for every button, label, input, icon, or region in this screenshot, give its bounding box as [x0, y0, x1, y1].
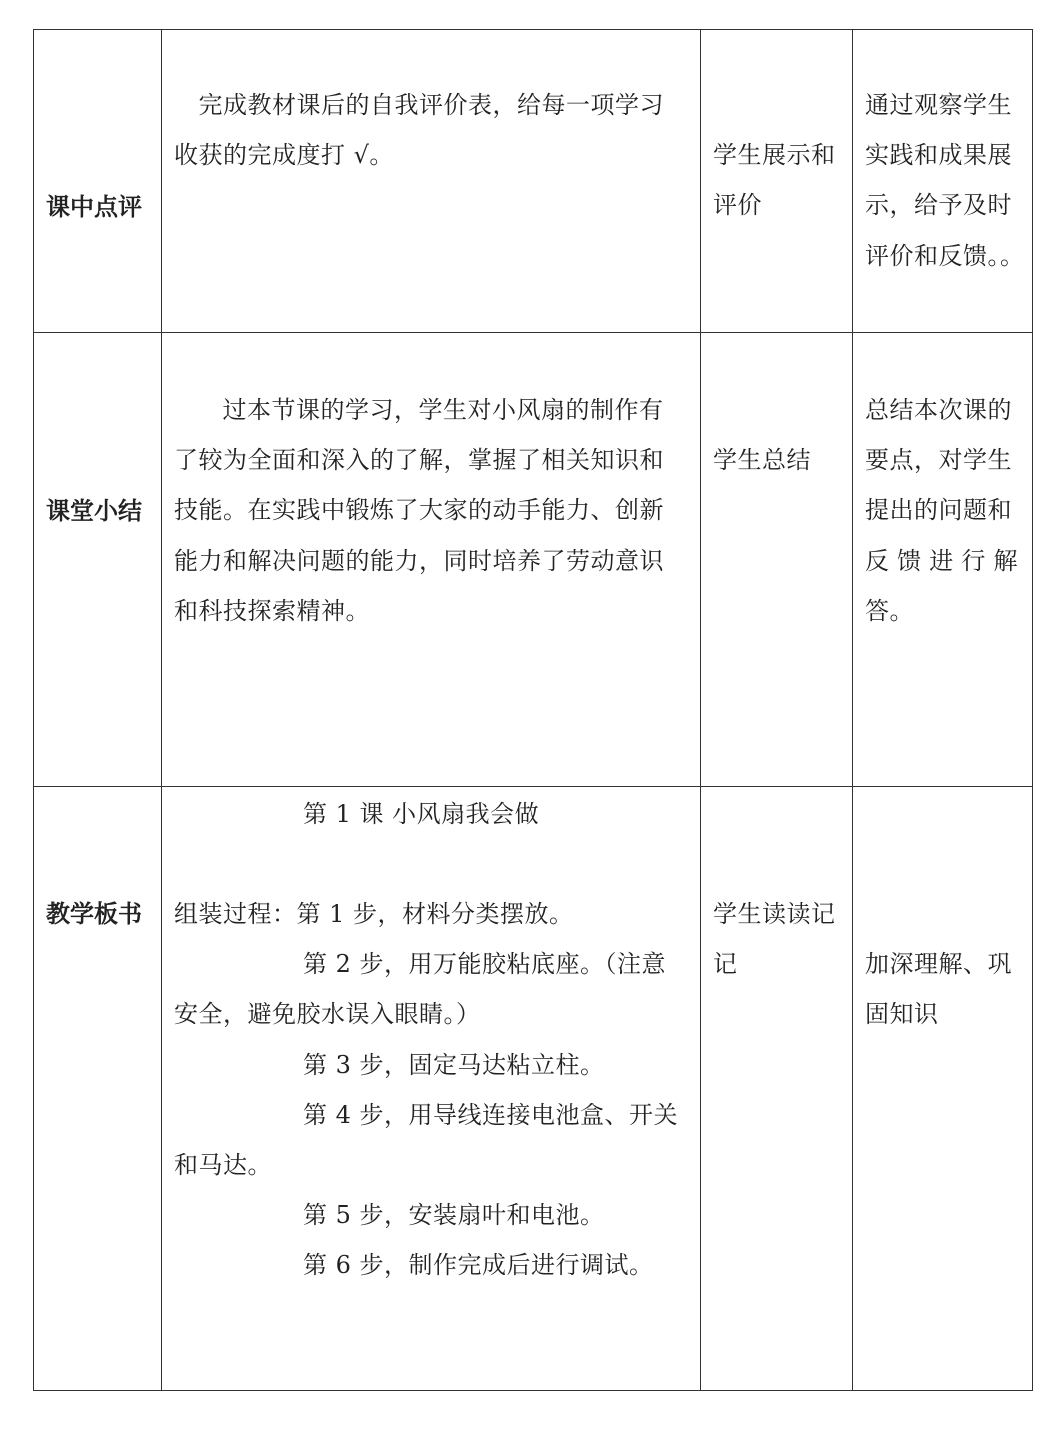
intent-line: 通过观察学生	[865, 91, 1012, 119]
content-line: 了较为全面和深入的了解，掌握了相关知识和	[174, 446, 664, 475]
content-line: 能力和解决问题的能力，同时培养了劳动意识	[174, 546, 664, 575]
content-text	[174, 80, 690, 180]
intent-line: 评价和反馈。。	[865, 241, 1025, 270]
content-line: 第 2 步，用万能胶粘底座。（注意	[303, 950, 667, 979]
content-line: 完成教材课后的自我评价表，给每一项学习	[174, 91, 664, 119]
row-label: 教学板书	[46, 899, 142, 928]
intent-line: 提出的问题和	[865, 496, 1012, 525]
table-row-board	[34, 787, 1033, 1391]
intent-line: 加深理解、巩	[865, 950, 1012, 978]
row-label: 课中点评	[46, 192, 142, 221]
content-line: 组装过程：第 1 步，材料分类摆放。	[174, 900, 574, 928]
content-line: 和科技探索精神。	[174, 596, 370, 625]
content-cell	[162, 30, 701, 333]
row-label: 课堂小结	[46, 496, 142, 525]
student-line: 评价	[713, 191, 762, 220]
row-label-cell	[34, 333, 162, 787]
content-line: 第 5 步，安装扇叶和电池。	[303, 1201, 605, 1230]
design-intent-text	[865, 80, 1025, 281]
design-intent-text	[865, 939, 1025, 1039]
table-row-review	[34, 30, 1033, 333]
design-intent-cell	[853, 333, 1033, 787]
content-text	[174, 889, 690, 1291]
student-activity-text	[713, 889, 849, 989]
student-line: 学生展示和	[713, 141, 836, 169]
content-line: 第 6 步，制作完成后进行调试。	[303, 1251, 654, 1280]
intent-line: 答。	[865, 596, 914, 625]
content-line: 第 4 步，用导线连接电池盒、开关	[303, 1100, 679, 1129]
content-line: 第 3 步，固定马达粘立柱。	[303, 1050, 605, 1079]
content-line: 收获的完成度打 √。	[174, 141, 394, 170]
student-line: 学生总结	[713, 446, 811, 474]
design-intent-text	[865, 385, 1018, 636]
student-activity-cell	[701, 787, 853, 1391]
content-line: 过本节课的学习，学生对小风扇的制作有	[198, 396, 664, 424]
student-activity-cell	[701, 333, 853, 787]
row-label-cell	[34, 787, 162, 1391]
design-intent-cell	[853, 30, 1033, 333]
intent-line: 示，给予及时	[865, 191, 1012, 220]
intent-line: 实践和成果展	[865, 141, 1012, 170]
content-line: 技能。在实践中锻炼了大家的动手能力、创新	[174, 496, 664, 525]
content-line: 和马达。	[174, 1151, 272, 1180]
design-intent-cell	[853, 787, 1033, 1391]
content-cell	[162, 333, 701, 787]
content-line: 安全，避免胶水误入眼睛。）	[174, 1000, 481, 1029]
student-activity-cell	[701, 30, 853, 333]
student-line: 记	[713, 950, 738, 979]
content-cell	[162, 787, 701, 1391]
intent-line: 反馈进行解	[865, 546, 1018, 575]
lesson-plan-table	[33, 29, 1033, 1391]
table-row-summary	[34, 333, 1033, 787]
intent-line: 固知识	[865, 1000, 939, 1029]
student-line: 学生读读记	[713, 900, 836, 928]
row-label-cell	[34, 30, 162, 333]
intent-line: 总结本次课的	[865, 396, 1012, 424]
board-title: 第 1 课 小风扇我会做	[303, 800, 540, 828]
student-activity-text	[713, 130, 849, 230]
content-text	[174, 385, 690, 636]
student-activity-text	[713, 435, 849, 485]
intent-line: 要点，对学生	[865, 446, 1012, 475]
